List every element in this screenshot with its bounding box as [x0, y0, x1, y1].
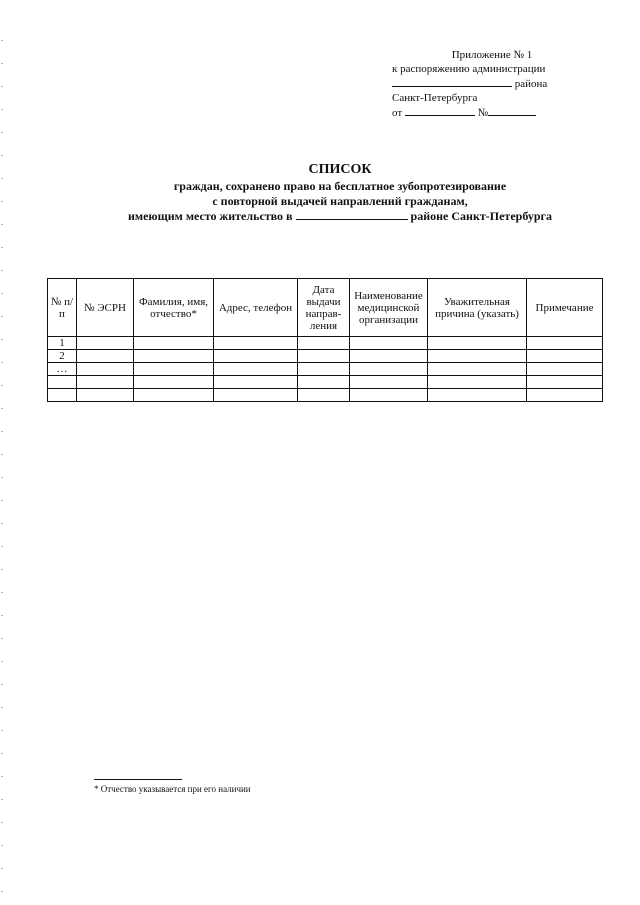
table-cell: [77, 389, 134, 402]
table-cell: [350, 350, 428, 363]
document-heading: [80, 162, 600, 224]
footnote-separator: [94, 779, 182, 780]
scan-mark: [1, 569, 3, 570]
scan-mark: [1, 707, 3, 708]
column-header-number: № п/п: [48, 279, 77, 337]
table-cell: [298, 350, 350, 363]
table-cell: [48, 389, 77, 402]
scan-mark: [1, 316, 3, 317]
column-header-full-name: Фамилия, имя, отчество*: [134, 279, 214, 337]
table-cell: [214, 363, 298, 376]
scan-mark: [1, 845, 3, 846]
scan-mark: [1, 109, 3, 110]
scan-mark: [1, 661, 3, 662]
table-cell: [428, 389, 527, 402]
table-cell: [214, 350, 298, 363]
table-cell: [350, 363, 428, 376]
footnote-text: * Отчество указывается при его наличии: [94, 784, 251, 794]
column-header-medical-organization: Наименование медицинской организации: [350, 279, 428, 337]
column-header-valid-reason: Уважительная причина (указать): [428, 279, 527, 337]
scan-mark: [1, 822, 3, 823]
table-row: [48, 337, 603, 350]
heading-line-1: граждан, сохранено право на бесплатное зубопротезирование: [173, 179, 507, 193]
scan-mark: [1, 477, 3, 478]
scan-mark: [1, 615, 3, 616]
table-cell: [428, 376, 527, 389]
table-row: [48, 350, 603, 363]
scan-mark: [1, 155, 3, 156]
table-cell: [350, 376, 428, 389]
scan-mark: [1, 247, 3, 248]
table-cell: [134, 337, 214, 350]
appendix-district-line: [392, 76, 592, 91]
number-blank: [488, 105, 536, 116]
table-cell: [428, 363, 527, 376]
scan-mark: [1, 868, 3, 869]
scan-mark: [1, 86, 3, 87]
scan-mark: [1, 891, 3, 892]
scan-mark: [1, 385, 3, 386]
table-cell: [298, 363, 350, 376]
table-cell: [134, 350, 214, 363]
scan-margin-marks: [1, 0, 4, 905]
table-cell: [77, 337, 134, 350]
table-cell: [298, 389, 350, 402]
scan-mark: [1, 592, 3, 593]
scan-mark: [1, 431, 3, 432]
scan-mark: [1, 339, 3, 340]
scan-mark: [1, 224, 3, 225]
table-cell: [134, 376, 214, 389]
table-cell: [527, 376, 603, 389]
table-cell: [527, 363, 603, 376]
scan-mark: [1, 776, 3, 777]
number-sign: №: [477, 107, 489, 119]
heading-line-3-suffix: районе Санкт-Петербурга: [410, 209, 552, 223]
scan-mark: [1, 546, 3, 547]
table-cell: …: [48, 363, 77, 376]
column-header-note: Примечание: [527, 279, 603, 337]
scan-mark: [1, 454, 3, 455]
scan-mark: [1, 63, 3, 64]
table-row: [48, 389, 603, 402]
scan-mark: [1, 201, 3, 202]
table-cell: [527, 350, 603, 363]
scan-mark: [1, 638, 3, 639]
appendix-title: Приложение № 1: [451, 49, 533, 61]
table-cell: [134, 363, 214, 376]
table-cell: [428, 350, 527, 363]
date-blank: [405, 105, 475, 116]
table-cell: [527, 389, 603, 402]
citizens-list-table: [47, 278, 603, 402]
appendix-block: [392, 48, 592, 120]
table-cell: [48, 376, 77, 389]
table-cell: [77, 376, 134, 389]
table-cell: [298, 337, 350, 350]
scan-mark: [1, 753, 3, 754]
heading-district-blank: [296, 209, 408, 220]
appendix-city-line: Санкт-Петербурга: [392, 92, 478, 104]
table-cell: [298, 376, 350, 389]
scan-mark: [1, 523, 3, 524]
table-row: [48, 363, 603, 376]
district-suffix: района: [514, 78, 548, 90]
appendix-date-number-line: [392, 105, 592, 120]
table-row: [48, 376, 603, 389]
scan-mark: [1, 178, 3, 179]
table-cell: [527, 337, 603, 350]
table-cell: [214, 376, 298, 389]
scan-mark: [1, 132, 3, 133]
appendix-order-line: к распоряжению администрации: [392, 63, 546, 75]
table-cell: 1: [48, 337, 77, 350]
document-title: СПИСОК: [308, 162, 372, 177]
table-header-row: [48, 279, 603, 337]
table-cell: [350, 389, 428, 402]
heading-line-3-prefix: имеющим место жительство в: [128, 209, 293, 223]
scan-mark: [1, 270, 3, 271]
table-cell: 2: [48, 350, 77, 363]
scan-mark: [1, 362, 3, 363]
heading-line-2: с повторной выдачей направлений гражданам,: [212, 194, 468, 208]
scan-mark: [1, 293, 3, 294]
scan-mark: [1, 408, 3, 409]
heading-line-3: [80, 209, 600, 224]
column-header-address-phone: Адрес, телефон: [214, 279, 298, 337]
scan-mark: [1, 40, 3, 41]
scan-mark: [1, 500, 3, 501]
table-cell: [77, 363, 134, 376]
district-blank: [392, 76, 512, 87]
table-cell: [428, 337, 527, 350]
column-header-issue-date: Дата выдачи направ-ления: [298, 279, 350, 337]
column-header-esrn: № ЭСРН: [77, 279, 134, 337]
date-prefix: от: [392, 107, 403, 119]
table-cell: [350, 337, 428, 350]
table-cell: [77, 350, 134, 363]
table-cell: [214, 389, 298, 402]
scan-mark: [1, 799, 3, 800]
scan-mark: [1, 684, 3, 685]
table-cell: [214, 337, 298, 350]
scan-mark: [1, 730, 3, 731]
table-cell: [134, 389, 214, 402]
